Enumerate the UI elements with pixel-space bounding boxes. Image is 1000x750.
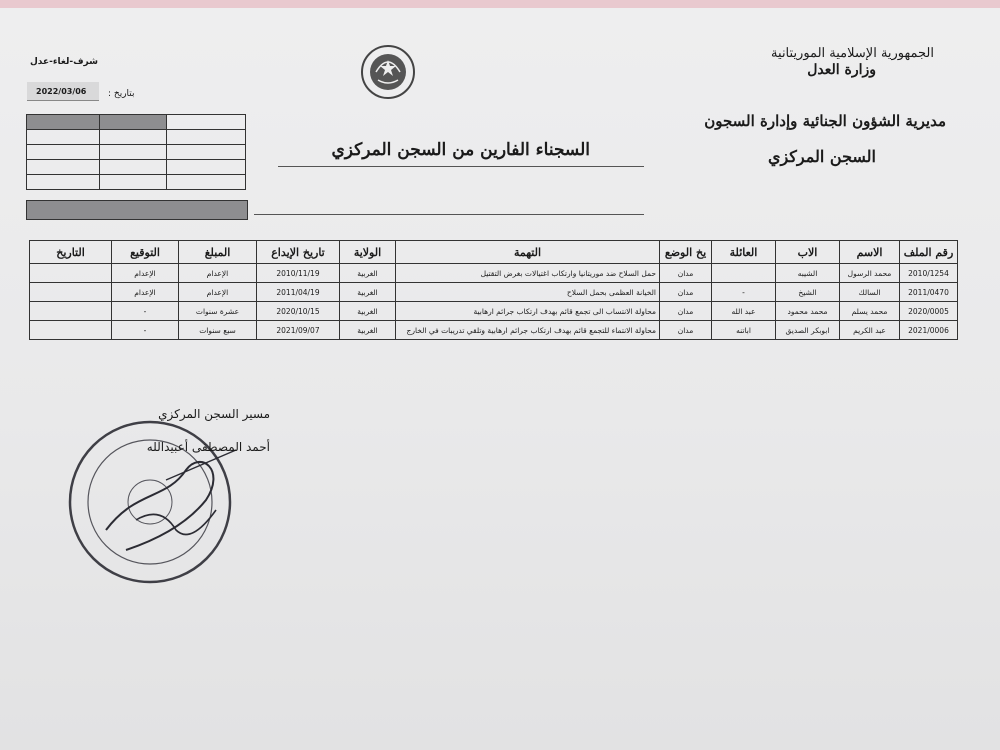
signature-cell: - — [112, 302, 179, 321]
deposit-date-cell: 2010/11/19 — [257, 264, 340, 283]
signature-cell: الإعدام — [112, 283, 179, 302]
name-cell: محمد يسلم — [840, 302, 900, 321]
status-cell: مدان — [660, 283, 712, 302]
charge-cell: حمل السلاح ضد موريتانيا وارتكاب اغتيالات بغرض التقتيل — [396, 264, 660, 283]
table-row — [30, 321, 958, 340]
column-header: الاسم — [840, 241, 900, 264]
status-cell: مدان — [660, 302, 712, 321]
ministry-heading: وزارة العدل — [807, 62, 876, 78]
column-header: الاب — [776, 241, 840, 264]
father-cell: ابوبكر الصديق — [776, 321, 840, 340]
signature-cell: - — [112, 321, 179, 340]
file-number: 2011/0470 — [900, 283, 958, 302]
summary-grid — [26, 114, 246, 190]
family-cell — [712, 264, 776, 283]
column-header: رقم الملف — [900, 241, 958, 264]
region-cell: الغربية — [340, 283, 396, 302]
fugitives-table — [29, 240, 958, 340]
date-cell — [30, 264, 112, 283]
title-underline-lower — [254, 214, 644, 215]
column-header: المبلغ — [179, 241, 257, 264]
republic-heading: الجمهورية الإسلامية الموريتانية — [771, 46, 934, 61]
file-number: 2010/1254 — [900, 264, 958, 283]
date-cell — [30, 321, 112, 340]
status-cell: مدان — [660, 264, 712, 283]
name-cell: محمد الرسول — [840, 264, 900, 283]
table-header-row — [30, 241, 958, 264]
father-cell: الشيخ — [776, 283, 840, 302]
name-cell: السالك — [840, 283, 900, 302]
region-cell: الغربية — [340, 264, 396, 283]
column-header: التاريخ — [30, 241, 112, 264]
sentence-cell: عشرة سنوات — [179, 302, 257, 321]
column-header: الولاية — [340, 241, 396, 264]
date-cell — [30, 302, 112, 321]
document-title: السجناء الفارين من السجن المركزي — [331, 140, 590, 160]
file-number: 2020/0005 — [900, 302, 958, 321]
status-cell: مدان — [660, 321, 712, 340]
sentence-cell: سبع سنوات — [179, 321, 257, 340]
column-header: التوقيع — [112, 241, 179, 264]
family-cell: عبد الله — [712, 302, 776, 321]
charge-cell: محاولة الانتساب الى تجمع قائم بهدف ارتكاب جرائم ارهابية — [396, 302, 660, 321]
summary-grid-footer — [26, 200, 248, 220]
signature-name: أحمد المصطفى أعبيدالله — [146, 440, 270, 454]
title-underline — [278, 166, 644, 167]
region-cell: الغربية — [340, 302, 396, 321]
state-seal-icon — [350, 42, 426, 100]
official-stamp-icon — [66, 410, 246, 585]
father-cell: الشيبه — [776, 264, 840, 283]
table-row — [30, 302, 958, 321]
charge-cell: محاولة الانتماء للتجمع قائم بهدف ارتكاب جرائم ارهابية وتلقي تدريبات في الخارج — [396, 321, 660, 340]
column-header: يخ الوضع — [660, 241, 712, 264]
deposit-date-cell: 2020/10/15 — [257, 302, 340, 321]
reference-number: شرف-لغاء-عدل — [30, 57, 98, 67]
table-row — [30, 264, 958, 283]
date-label: بتاريخ : — [108, 89, 135, 99]
deposit-date-cell: 2011/04/19 — [257, 283, 340, 302]
file-number: 2021/0006 — [900, 321, 958, 340]
column-header: تاريخ الإيداع — [257, 241, 340, 264]
sentence-cell: الإعدام — [179, 264, 257, 283]
date-value: 2022/03/06 — [36, 87, 87, 96]
family-cell: اباتنه — [712, 321, 776, 340]
deposit-date-cell: 2021/09/07 — [257, 321, 340, 340]
directorate-heading: مديرية الشؤون الجنائية وإدارة السجون — [704, 112, 946, 130]
family-cell: - — [712, 283, 776, 302]
charge-cell: الخيانة العظمى بحمل السلاح — [396, 283, 660, 302]
father-cell: محمد محمود — [776, 302, 840, 321]
table-row — [30, 283, 958, 302]
signature-cell: الإعدام — [112, 264, 179, 283]
sentence-cell: الإعدام — [179, 283, 257, 302]
prison-heading: السجن المركزي — [767, 147, 876, 166]
column-header: العائلة — [712, 241, 776, 264]
signature-role: مسير السجن المركزي — [158, 407, 270, 421]
date-cell — [30, 283, 112, 302]
column-header: التهمة — [396, 241, 660, 264]
name-cell: عبد الكريم — [840, 321, 900, 340]
region-cell: الغربية — [340, 321, 396, 340]
